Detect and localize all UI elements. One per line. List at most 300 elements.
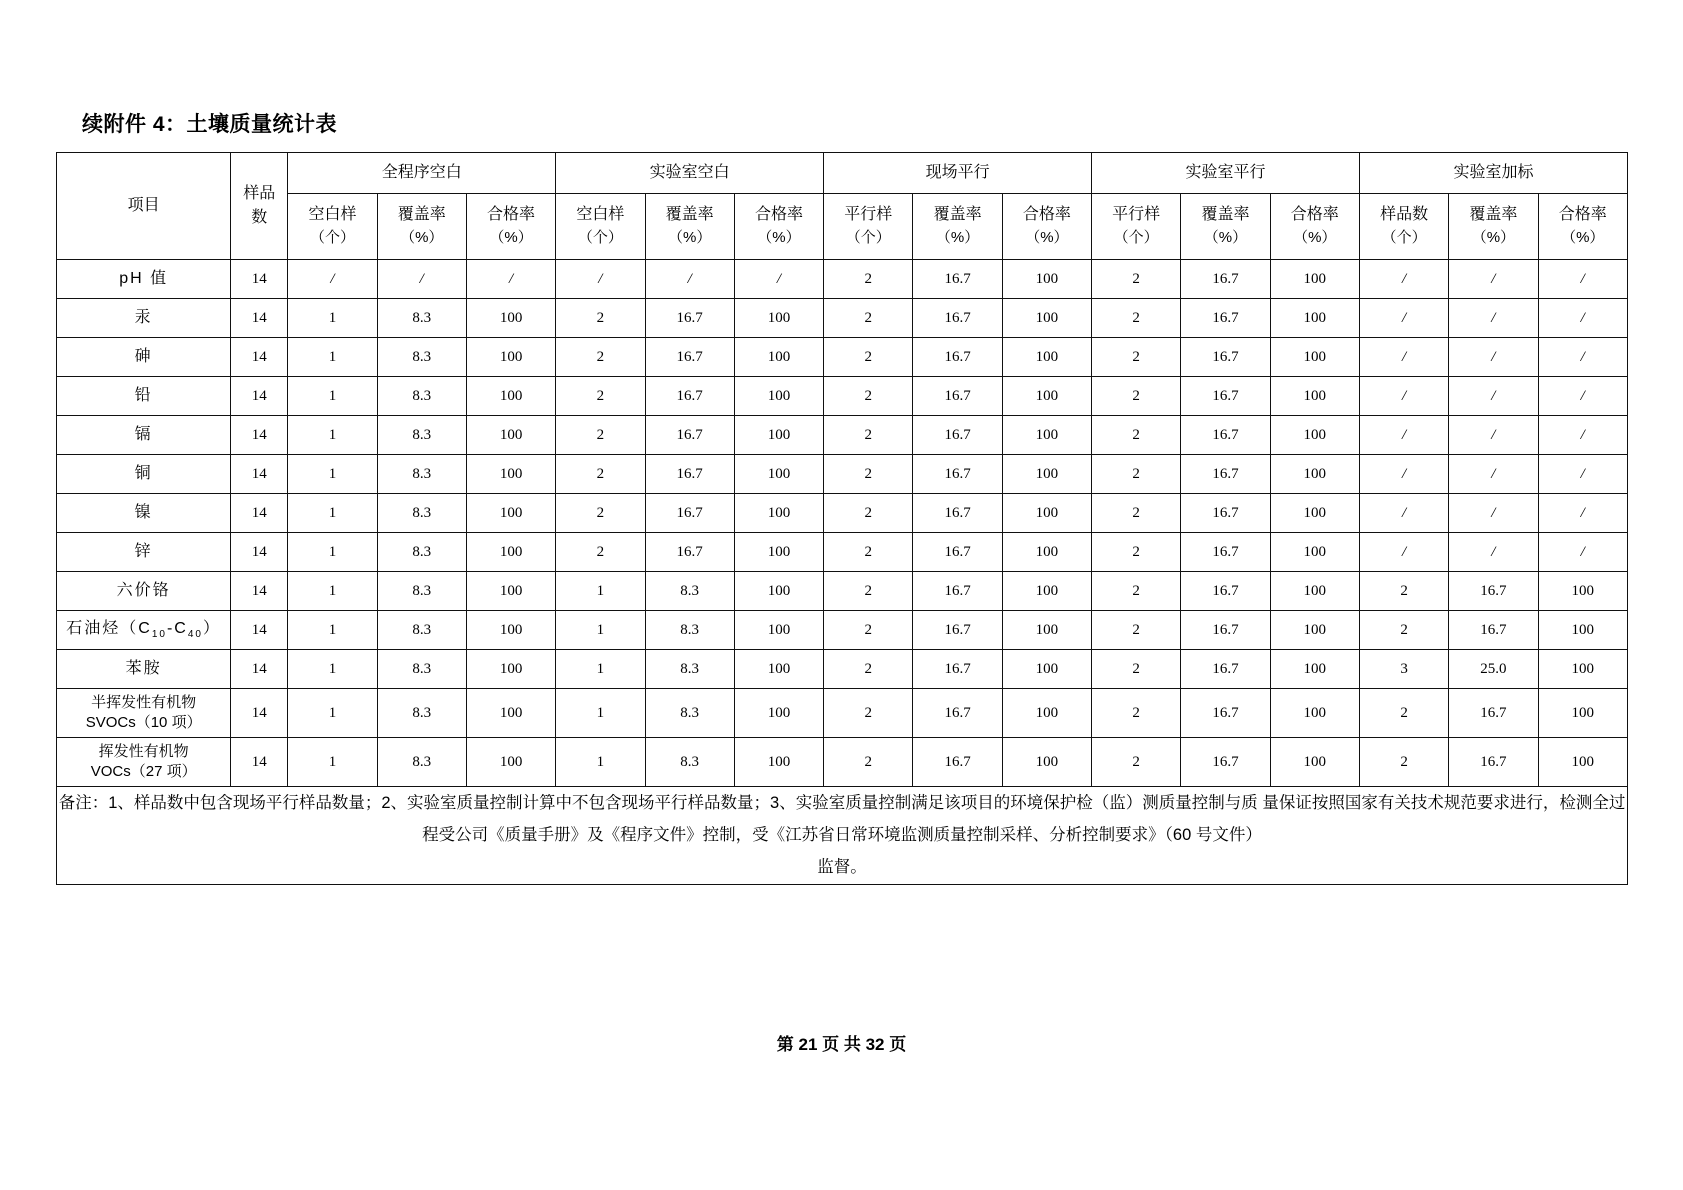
header-sample-count	[231, 153, 288, 260]
subheader-unit: （个）	[577, 229, 623, 247]
subheader-unit: （个）	[845, 229, 891, 247]
row-item-name: 汞	[57, 299, 231, 338]
row-value-cell: 100	[734, 533, 823, 572]
row-value-cell: /	[1538, 416, 1627, 455]
subheader-cell	[1449, 194, 1538, 260]
row-value-cell: 8.3	[645, 611, 734, 650]
row-value-cell: 100	[466, 572, 555, 611]
row-value-cell: 8.3	[645, 650, 734, 689]
row-value-cell: 16.7	[913, 455, 1002, 494]
row-value-cell: 16.7	[913, 533, 1002, 572]
table-note	[57, 787, 1628, 885]
row-value-cell: 16.7	[1181, 650, 1270, 689]
row-value-cell: 3	[1359, 650, 1448, 689]
subheader-unit: （%）	[667, 229, 712, 247]
row-value-cell: 16.7	[1181, 611, 1270, 650]
row-value-cell: /	[556, 260, 645, 299]
row-value-cell: 1	[288, 299, 377, 338]
row-value-cell: 16.7	[645, 416, 734, 455]
row-value-cell: 2	[824, 572, 913, 611]
subheader-unit: （%）	[1025, 229, 1069, 247]
row-value-cell: 16.7	[645, 299, 734, 338]
row-value-cell: 100	[1538, 689, 1627, 738]
subheader-name: 合格率	[1558, 206, 1607, 224]
row-value-cell: /	[1359, 455, 1448, 494]
subheader-name: 覆盖率	[933, 206, 982, 224]
row-value-cell: 16.7	[1181, 455, 1270, 494]
row-value-cell: 16.7	[645, 455, 734, 494]
row-value-cell: 100	[1002, 650, 1091, 689]
row-value-cell: 100	[1002, 689, 1091, 738]
row-value-cell: 25.0	[1449, 650, 1538, 689]
row-value-cell: 8.3	[377, 455, 466, 494]
row-value-cell: 16.7	[1181, 416, 1270, 455]
row-value-cell: 100	[1002, 299, 1091, 338]
row-value-cell: 8.3	[377, 738, 466, 787]
row-value-cell: 16.7	[913, 260, 1002, 299]
subheader-unit: （%）	[1293, 229, 1337, 247]
row-value-cell: /	[1449, 533, 1538, 572]
row-value-cell: 16.7	[913, 299, 1002, 338]
subheader-name: 覆盖率	[665, 206, 714, 224]
row-value-cell: 100	[734, 299, 823, 338]
row-value-cell: 100	[734, 572, 823, 611]
row-value-cell: 100	[466, 738, 555, 787]
row-value-cell: 100	[1270, 572, 1359, 611]
row-value-cell: 100	[1538, 650, 1627, 689]
row-value-cell: 100	[734, 338, 823, 377]
row-value-cell: /	[1538, 299, 1627, 338]
table-row	[57, 611, 1628, 650]
row-value-cell: 100	[734, 611, 823, 650]
table-row	[57, 299, 1628, 338]
row-value-cell: 1	[288, 533, 377, 572]
row-value-cell: 16.7	[913, 572, 1002, 611]
table-row	[57, 455, 1628, 494]
row-value-cell: 16.7	[1181, 299, 1270, 338]
row-value-cell: /	[1538, 377, 1627, 416]
row-value-cell: 16.7	[913, 738, 1002, 787]
row-value-cell: 100	[466, 533, 555, 572]
row-value-cell: 100	[1002, 494, 1091, 533]
row-item-name: 砷	[57, 338, 231, 377]
subheader-name: 平行样	[1112, 206, 1161, 224]
row-value-cell: /	[645, 260, 734, 299]
row-value-cell: 16.7	[645, 377, 734, 416]
header-group-field-parallel: 现场平行	[824, 153, 1092, 194]
row-sample-count: 14	[231, 455, 288, 494]
subheader-unit: （个）	[1381, 229, 1427, 247]
row-value-cell: 2	[1092, 533, 1181, 572]
row-value-cell: 16.7	[1181, 533, 1270, 572]
row-sample-count: 14	[231, 338, 288, 377]
subheader-name: 合格率	[1290, 206, 1339, 224]
row-value-cell: /	[1449, 416, 1538, 455]
row-value-cell: /	[1449, 338, 1538, 377]
row-value-cell: 2	[1359, 611, 1448, 650]
row-value-cell: 100	[466, 650, 555, 689]
subheader-unit: （%）	[400, 229, 444, 247]
subheader-cell	[645, 194, 734, 260]
table-row	[57, 377, 1628, 416]
row-item-name: 镉	[57, 416, 231, 455]
row-value-cell: 100	[1538, 738, 1627, 787]
subheader-name: 空白样	[308, 206, 357, 224]
row-value-cell: 8.3	[377, 572, 466, 611]
table-row	[57, 338, 1628, 377]
row-value-cell: 100	[734, 494, 823, 533]
row-value-cell: 16.7	[645, 533, 734, 572]
row-sample-count: 14	[231, 533, 288, 572]
row-value-cell: /	[1538, 455, 1627, 494]
row-value-cell: 2	[1092, 416, 1181, 455]
row-value-cell: 8.3	[377, 533, 466, 572]
row-value-cell: 2	[824, 738, 913, 787]
table-row	[57, 260, 1628, 299]
row-value-cell: 100	[1270, 738, 1359, 787]
row-value-cell: 16.7	[1181, 689, 1270, 738]
row-value-cell: 16.7	[913, 338, 1002, 377]
row-value-cell: 100	[1270, 455, 1359, 494]
subheader-cell	[1092, 194, 1181, 260]
row-value-cell: 8.3	[377, 299, 466, 338]
row-value-cell: 8.3	[645, 738, 734, 787]
subheader-name: 覆盖率	[1469, 206, 1518, 224]
header-group-lab-spike: 实验室加标	[1359, 153, 1627, 194]
row-sample-count: 14	[231, 260, 288, 299]
row-value-cell: 8.3	[645, 572, 734, 611]
header-group-lab-parallel: 实验室平行	[1092, 153, 1360, 194]
row-value-cell: 16.7	[1449, 738, 1538, 787]
subheader-name: 覆盖率	[397, 206, 446, 224]
row-value-cell: 1	[556, 611, 645, 650]
subheader-unit: （%）	[1471, 229, 1516, 247]
table-row	[57, 416, 1628, 455]
row-value-cell: 2	[824, 494, 913, 533]
row-value-cell: 100	[1002, 377, 1091, 416]
row-value-cell: 2	[1092, 260, 1181, 299]
row-value-cell: 1	[288, 611, 377, 650]
row-sample-count: 14	[231, 738, 288, 787]
row-value-cell: 16.7	[1449, 572, 1538, 611]
row-value-cell: 100	[734, 416, 823, 455]
table-note-row	[57, 787, 1628, 885]
row-value-cell: /	[1359, 260, 1448, 299]
row-item-name: 铅	[57, 377, 231, 416]
row-value-cell: 2	[556, 494, 645, 533]
row-value-cell: 100	[1270, 338, 1359, 377]
row-value-cell: 16.7	[1181, 738, 1270, 787]
row-value-cell: 2	[556, 455, 645, 494]
soil-quality-statistics-table	[56, 152, 1628, 885]
table-body	[57, 260, 1628, 787]
subheader-unit: （%）	[1203, 229, 1248, 247]
row-value-cell: 2	[1092, 338, 1181, 377]
row-value-cell: /	[1359, 416, 1448, 455]
subheader-cell	[1538, 194, 1627, 260]
row-value-cell: 100	[1002, 611, 1091, 650]
row-item-name: 铜	[57, 455, 231, 494]
row-value-cell: /	[1449, 455, 1538, 494]
row-value-cell: /	[734, 260, 823, 299]
subheader-unit: （个）	[1113, 229, 1159, 247]
row-value-cell: /	[1538, 338, 1627, 377]
row-value-cell: 16.7	[1449, 689, 1538, 738]
row-value-cell: 2	[824, 455, 913, 494]
row-value-cell: 16.7	[913, 650, 1002, 689]
row-value-cell: 100	[466, 611, 555, 650]
row-sample-count: 14	[231, 299, 288, 338]
row-value-cell: 16.7	[913, 416, 1002, 455]
row-item-name: 挥发性有机物 VOCs（27 项）	[57, 738, 231, 787]
row-value-cell: 2	[824, 533, 913, 572]
header-sample-count-l1: 样品	[243, 185, 276, 202]
header-group-lab-blank: 实验室空白	[556, 153, 824, 194]
row-value-cell: 16.7	[913, 377, 1002, 416]
row-value-cell: 2	[824, 377, 913, 416]
row-value-cell: 1	[288, 338, 377, 377]
row-value-cell: 8.3	[377, 338, 466, 377]
row-value-cell: 8.3	[377, 650, 466, 689]
row-value-cell: 100	[1538, 572, 1627, 611]
subheader-cell	[913, 194, 1002, 260]
row-value-cell: 8.3	[377, 494, 466, 533]
row-value-cell: 100	[466, 455, 555, 494]
subheader-unit: （%）	[1561, 229, 1605, 247]
row-value-cell: 8.3	[645, 689, 734, 738]
row-value-cell: 100	[734, 455, 823, 494]
row-value-cell: 2	[824, 416, 913, 455]
row-value-cell: 100	[466, 299, 555, 338]
table-row	[57, 689, 1628, 738]
row-value-cell: 16.7	[1181, 260, 1270, 299]
row-value-cell: 100	[734, 377, 823, 416]
subheader-cell	[824, 194, 913, 260]
row-sample-count: 14	[231, 416, 288, 455]
note-line-2: 量保证按照国家有关技术规范要求进行，检测全过程受公司《质量手册》及《程序文件》控制，受《江苏省日常环境监测质量控制采样、分析控制要求》（60 号文件）	[422, 794, 1626, 845]
row-value-cell: 16.7	[645, 338, 734, 377]
row-sample-count: 14	[231, 611, 288, 650]
header-sample-count-l2: 数	[251, 209, 268, 226]
row-value-cell: 100	[466, 338, 555, 377]
row-item-name: 镍	[57, 494, 231, 533]
row-value-cell: 2	[1092, 377, 1181, 416]
table-header	[57, 153, 1628, 260]
row-value-cell: 2	[1359, 689, 1448, 738]
subheader-unit: （个）	[309, 229, 355, 247]
table-footer	[57, 787, 1628, 885]
row-value-cell: 2	[556, 377, 645, 416]
row-value-cell: 2	[1092, 455, 1181, 494]
subheader-cell	[556, 194, 645, 260]
row-value-cell: 1	[556, 650, 645, 689]
row-value-cell: 2	[1092, 611, 1181, 650]
row-value-cell: 8.3	[377, 611, 466, 650]
row-value-cell: 100	[1002, 338, 1091, 377]
subheader-cell	[466, 194, 555, 260]
row-value-cell: /	[1538, 260, 1627, 299]
row-value-cell: /	[1538, 533, 1627, 572]
row-value-cell: 2	[556, 299, 645, 338]
row-value-cell: 100	[734, 650, 823, 689]
row-value-cell: 100	[1270, 494, 1359, 533]
row-value-cell: 100	[1002, 260, 1091, 299]
page-title: 续附件 4：土壤质量统计表	[82, 113, 338, 136]
subheader-cell	[288, 194, 377, 260]
row-value-cell: 16.7	[913, 611, 1002, 650]
row-value-cell: 100	[734, 689, 823, 738]
row-sample-count: 14	[231, 572, 288, 611]
row-value-cell: /	[288, 260, 377, 299]
header-group-full-blank: 全程序空白	[288, 153, 556, 194]
row-value-cell: 100	[1002, 572, 1091, 611]
note-line-3: 监督。	[817, 858, 867, 877]
row-value-cell: 1	[288, 738, 377, 787]
row-value-cell: 100	[1002, 738, 1091, 787]
row-value-cell: 2	[824, 299, 913, 338]
row-value-cell: 1	[288, 377, 377, 416]
row-value-cell: /	[1449, 260, 1538, 299]
row-value-cell: /	[1449, 494, 1538, 533]
subheader-cell	[1270, 194, 1359, 260]
subheader-unit: （%）	[935, 229, 980, 247]
subheader-name: 合格率	[487, 206, 536, 224]
row-value-cell: 2	[1092, 299, 1181, 338]
row-item-name: 六价铬	[57, 572, 231, 611]
row-value-cell: 100	[466, 494, 555, 533]
row-value-cell: 16.7	[1449, 611, 1538, 650]
table-row	[57, 738, 1628, 787]
row-item-name: pH 值	[57, 260, 231, 299]
row-value-cell: /	[377, 260, 466, 299]
row-value-cell: 2	[1092, 572, 1181, 611]
row-value-cell: 100	[1538, 611, 1627, 650]
row-item-name: 苯胺	[57, 650, 231, 689]
subheader-cell	[734, 194, 823, 260]
row-value-cell: 2	[1092, 689, 1181, 738]
row-item-name: 石油烃$(C_{10}-C_{40})$	[57, 611, 231, 650]
row-item-name: 半挥发性有机物 SVOCs（10 项）	[57, 689, 231, 738]
row-value-cell: 2	[1359, 738, 1448, 787]
subheader-name: 覆盖率	[1201, 206, 1250, 224]
row-value-cell: 1	[288, 689, 377, 738]
row-value-cell: 100	[466, 416, 555, 455]
subheader-name: 合格率	[1022, 206, 1071, 224]
subheader-name: 平行样	[844, 206, 893, 224]
row-sample-count: 14	[231, 650, 288, 689]
row-sample-count: 14	[231, 377, 288, 416]
row-value-cell: /	[1449, 377, 1538, 416]
table-group-header-row	[57, 153, 1628, 194]
row-value-cell: 16.7	[1181, 494, 1270, 533]
header-item: 项目	[57, 153, 231, 260]
row-value-cell: 100	[466, 689, 555, 738]
row-value-cell: 1	[288, 494, 377, 533]
row-value-cell: 8.3	[377, 416, 466, 455]
row-value-cell: 2	[824, 650, 913, 689]
row-value-cell: /	[1359, 494, 1448, 533]
row-value-cell: 16.7	[1181, 377, 1270, 416]
row-value-cell: 100	[1002, 533, 1091, 572]
table-row	[57, 650, 1628, 689]
row-value-cell: 100	[1002, 416, 1091, 455]
row-value-cell: 2	[556, 533, 645, 572]
row-sample-count: 14	[231, 689, 288, 738]
row-value-cell: 1	[288, 650, 377, 689]
row-value-cell: 100	[1002, 455, 1091, 494]
row-value-cell: 1	[288, 455, 377, 494]
subheader-unit: （%）	[489, 229, 533, 247]
row-value-cell: 2	[824, 338, 913, 377]
row-value-cell: 8.3	[377, 377, 466, 416]
row-value-cell: /	[1359, 338, 1448, 377]
row-value-cell: 1	[556, 738, 645, 787]
row-value-cell: 100	[1270, 260, 1359, 299]
table-row	[57, 572, 1628, 611]
row-value-cell: 100	[466, 377, 555, 416]
row-value-cell: 16.7	[913, 494, 1002, 533]
row-value-cell: 100	[1270, 416, 1359, 455]
row-value-cell: 16.7	[1181, 572, 1270, 611]
row-value-cell: 2	[824, 611, 913, 650]
note-line-1: 备注：1、样品数中包含现场平行样品数量；2、实验室质量控制计算中不包含现场平行样品数量；3、实验室质量控制满足该项目的环境保护检（监）测质量控制与质	[58, 794, 1258, 812]
row-value-cell: /	[466, 260, 555, 299]
subheader-name: 合格率	[754, 206, 803, 224]
subheader-name: 空白样	[576, 206, 625, 224]
row-value-cell: 1	[556, 689, 645, 738]
row-value-cell: /	[1359, 377, 1448, 416]
row-value-cell: 100	[1270, 377, 1359, 416]
table-row	[57, 494, 1628, 533]
row-sample-count: 14	[231, 494, 288, 533]
subheader-unit: （%）	[757, 229, 801, 247]
row-value-cell: 2	[1092, 650, 1181, 689]
row-value-cell: 2	[556, 416, 645, 455]
row-value-cell: 16.7	[1181, 338, 1270, 377]
subheader-name: 样品数	[1380, 206, 1429, 224]
row-value-cell: 100	[1270, 650, 1359, 689]
row-value-cell: 1	[288, 572, 377, 611]
row-value-cell: 100	[734, 738, 823, 787]
row-value-cell: 1	[288, 416, 377, 455]
row-value-cell: 2	[824, 260, 913, 299]
page-number: 第 21 页 共 32 页	[776, 1035, 907, 1054]
row-value-cell: 1	[556, 572, 645, 611]
table-sub-header-row	[57, 194, 1628, 260]
subheader-cell	[1002, 194, 1091, 260]
row-value-cell: 2	[1359, 572, 1448, 611]
table-row	[57, 533, 1628, 572]
subheader-cell	[377, 194, 466, 260]
row-value-cell: 2	[824, 689, 913, 738]
row-value-cell: 16.7	[645, 494, 734, 533]
row-value-cell: 16.7	[913, 689, 1002, 738]
subheader-cell	[1359, 194, 1448, 260]
subheader-cell	[1181, 194, 1270, 260]
row-value-cell: /	[1359, 299, 1448, 338]
row-item-name: 锌	[57, 533, 231, 572]
row-value-cell: 8.3	[377, 689, 466, 738]
row-value-cell: 2	[556, 338, 645, 377]
row-value-cell: /	[1449, 299, 1538, 338]
row-value-cell: 2	[1092, 494, 1181, 533]
row-value-cell: /	[1538, 494, 1627, 533]
row-value-cell: 2	[1092, 738, 1181, 787]
row-value-cell: 100	[1270, 299, 1359, 338]
row-value-cell: 100	[1270, 689, 1359, 738]
row-value-cell: /	[1359, 533, 1448, 572]
row-value-cell: 100	[1270, 533, 1359, 572]
